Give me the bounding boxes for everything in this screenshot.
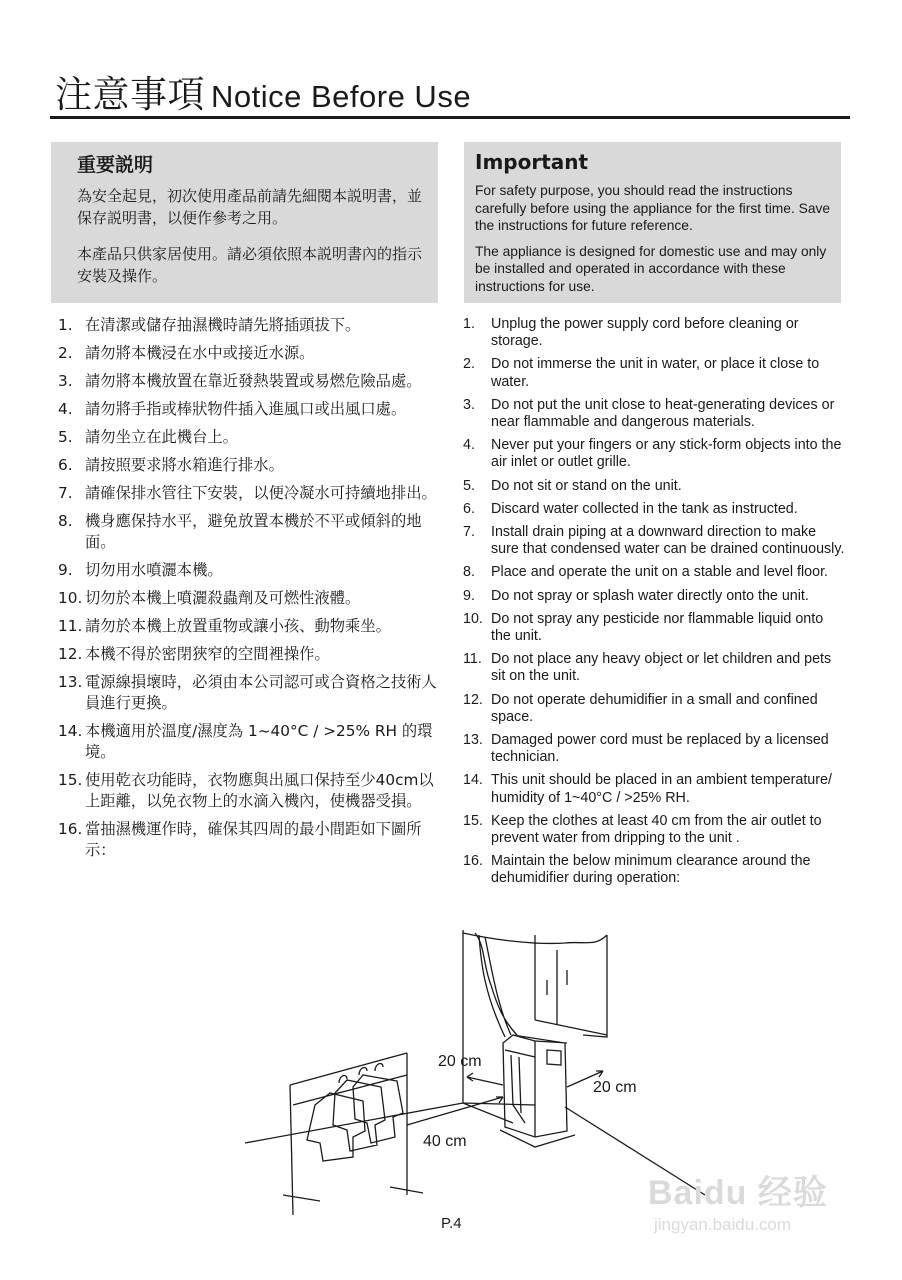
- notice-en-item-text: Do not put the unit close to heat-generating devices or near flammable and dangerous materials.: [491, 396, 835, 431]
- notice-zh-item-text: 機身應保持水平，避免放置本機於不平或傾斜的地面。: [85, 512, 422, 551]
- notice-en-item: [463, 732, 845, 766]
- notice-en-item-text: Do not spray any pesticide nor flammable liquid onto the unit.: [491, 610, 824, 645]
- important-para2-zh: 本產品只供家居使用。請必須依照本説明書內的指示安裝及操作。: [77, 245, 423, 285]
- notice-zh-item: [58, 588, 438, 609]
- notice-zh-item-text: 請勿坐立在此機台上。: [85, 428, 238, 446]
- notice-en-item-number: 10.: [463, 610, 483, 627]
- notice-en-item-text: Discard water collected in the tank as instructed.: [491, 500, 798, 517]
- notice-en-item-text: Do not sit or stand on the unit.: [491, 477, 682, 494]
- clearance-label-front: 40 cm: [423, 1133, 467, 1150]
- notice-zh-item-number: 8.: [58, 512, 73, 530]
- notice-zh-item-text: 請按照要求將水箱進行排水。: [85, 456, 284, 474]
- notice-en-item-number: 5.: [463, 477, 475, 494]
- important-heading-en: Important: [475, 150, 589, 174]
- notice-en-item-text: Keep the clothes at least 40 cm from the air outlet to prevent water from dripping to the unit .: [491, 812, 822, 847]
- notice-zh-item: [58, 315, 438, 336]
- notice-en-item: [463, 611, 845, 645]
- notice-en-item-text: Place and operate the unit on a stable and level floor.: [491, 564, 829, 581]
- notice-en-item-text: Do not operate dehumidifier in a small and confined space.: [491, 691, 818, 725]
- notice-en-item: [463, 853, 845, 887]
- notice-zh-item-number: 14.: [58, 722, 83, 740]
- notice-en-item-text: Do not spray or splash water directly onto the unit.: [491, 587, 809, 604]
- hanger-icon: [339, 1064, 383, 1083]
- clearance-label-right: 20 cm: [593, 1079, 637, 1096]
- notice-zh-item-number: 7.: [58, 484, 73, 502]
- important-para1-en: For safety purpose, you should read the instructions carefully before using the appliance for the first time. Save the instructions for future reference.: [475, 183, 831, 233]
- notice-zh-item-number: 13.: [58, 673, 83, 691]
- notice-en-item: [463, 772, 845, 806]
- window-frame: [535, 935, 607, 1035]
- notice-zh-item-number: 12.: [58, 645, 83, 663]
- notice-zh-item: [58, 616, 438, 637]
- notice-zh-item-number: 15.: [58, 771, 83, 789]
- notice-zh-item: [58, 371, 438, 392]
- notice-zh-item: [58, 770, 438, 812]
- notice-en-item-number: 2.: [463, 356, 475, 373]
- notice-zh-item: [58, 343, 438, 364]
- notice-en-item-number: 4.: [463, 437, 475, 454]
- important-heading-zh: 重要説明: [77, 154, 154, 176]
- notice-en-item-number: 7.: [463, 524, 475, 541]
- notice-zh-item-text: 本機不得於密閉狹窄的空間裡操作。: [85, 645, 330, 663]
- notice-en-item-text: Damaged power cord must be replaced by a licensed technician.: [491, 732, 829, 766]
- notice-zh-item: [58, 455, 438, 476]
- notice-zh-item-text: 在清潔或儲存抽濕機時請先將插頭拔下。: [85, 316, 361, 334]
- notice-en-item-text: Do not place any heavy object or let children and pets sit on the unit.: [491, 651, 832, 685]
- baidu-watermark: [640, 1135, 845, 1245]
- notice-zh-item-text: 請勿將手指或棒狀物件插入進風口或出風口處。: [85, 400, 407, 418]
- notice-zh-item: [58, 819, 438, 861]
- notice-en-item-text: Maintain the below minimum clearance around the dehumidifier during operation:: [491, 853, 811, 887]
- notice-en-item: [463, 564, 845, 581]
- notice-en-item-text: Do not immerse the unit in water, or place it close to water.: [491, 356, 820, 390]
- notice-en-item-number: 13.: [463, 732, 483, 749]
- notice-en-item: [463, 397, 845, 431]
- notice-en-item: [463, 651, 845, 685]
- arrow-left: [467, 1073, 503, 1085]
- notice-zh-item-number: 10.: [58, 589, 83, 607]
- notice-list-zh: [58, 315, 438, 868]
- notice-zh-item: [58, 483, 438, 504]
- notice-en-item-text: Unplug the power supply cord before cleaning or storage.: [491, 316, 799, 350]
- notice-zh-item-number: 4.: [58, 400, 73, 418]
- notice-en-item-text: This unit should be placed in an ambient temperature/ humidity of 1~40°C / >25% RH.: [491, 772, 832, 806]
- notice-zh-item: [58, 644, 438, 665]
- notice-en-item-number: 3.: [463, 396, 475, 413]
- notice-en-item-number: 1.: [463, 316, 475, 332]
- important-para1-zh: 為安全起見，初次使用產品前請先細閱本説明書，並保存説明書，以便作參考之用。: [77, 187, 423, 227]
- notice-zh-item-text: 請確保排水管往下安裝，以便冷凝水可持續地排出。: [85, 484, 437, 502]
- notice-en-item-number: 8.: [463, 564, 475, 581]
- notice-zh-item-text: 請勿將本機浸在水中或接近水源。: [85, 344, 315, 362]
- notice-en-item: [463, 437, 845, 471]
- notice-zh-item-text: 本機適用於溫度/濕度為 1~40°C / >25% RH 的環境。: [85, 722, 433, 761]
- notice-zh-item: [58, 672, 438, 714]
- notice-en-item-number: 11.: [463, 651, 482, 668]
- notice-en-item: [463, 524, 845, 558]
- clearance-diagram: [235, 925, 710, 1215]
- notice-zh-item-number: 9.: [58, 561, 73, 579]
- notice-zh-item: [58, 399, 438, 420]
- watermark-url: jingyan.baidu.com: [654, 1215, 792, 1234]
- notice-zh-item: [58, 427, 438, 448]
- important-box-zh: [51, 142, 438, 303]
- notice-en-item-number: 6.: [463, 500, 475, 517]
- notice-en-item-text: Never put your fingers or any stick-form objects into the air inlet or outlet grille.: [491, 437, 842, 471]
- notice-zh-item-number: 5.: [58, 428, 73, 446]
- notice-zh-item-text: 請勿將本機放置在靠近發熱裝置或易燃危險品處。: [85, 372, 422, 390]
- notice-en-item-number: 15.: [463, 812, 483, 829]
- notice-en-item: [463, 692, 845, 726]
- page-title-en: Notice Before Use: [211, 79, 472, 114]
- notice-en-item-text: Install drain piping at a downward direction to make sure that condensed water can be drained continuously.: [491, 524, 845, 558]
- watermark-brand: Baidu 经验: [648, 1174, 828, 1212]
- notice-zh-item-text: 切勿於本機上噴灑殺蟲劑及可燃性液體。: [85, 589, 361, 607]
- notice-zh-item-number: 1.: [58, 316, 73, 334]
- notice-en-item-number: 9.: [463, 587, 475, 604]
- notice-zh-item-number: 3.: [58, 372, 73, 390]
- dehumidifier-icon: [500, 1035, 575, 1147]
- notice-zh-item-text: 使用乾衣功能時，衣物應與出風口保持至少40cm以上距離，以免衣物上的水滴入機內，使機器受損。: [85, 771, 434, 810]
- page-number: P.4: [441, 1215, 462, 1232]
- notice-en-item-number: 14.: [463, 772, 483, 789]
- notice-list-en: [463, 316, 845, 894]
- notice-zh-item-number: 2.: [58, 344, 73, 362]
- shirts-icon: [307, 1075, 403, 1161]
- notice-en-item: [463, 356, 845, 390]
- notice-zh-item-number: 11.: [58, 617, 83, 635]
- notice-en-item-number: 12.: [463, 691, 483, 708]
- notice-en-item: [463, 813, 845, 847]
- page-title: [55, 64, 471, 118]
- notice-zh-item-text: 切勿用水噴灑本機。: [85, 561, 223, 579]
- notice-en-item: [463, 588, 845, 605]
- notice-en-item: [463, 501, 845, 518]
- clearance-label-left: 20 cm: [438, 1053, 482, 1070]
- notice-zh-item-text: 請勿於本機上放置重物或讓小孩、動物乘坐。: [85, 617, 391, 635]
- notice-en-item: [463, 478, 845, 495]
- notice-zh-item: [58, 560, 438, 581]
- notice-zh-item-text: 電源線損壞時，必須由本公司認可或合資格之技術人員進行更換。: [85, 673, 437, 712]
- notice-zh-item-text: 當抽濕機運作時，確保其四周的最小間距如下圖所示：: [85, 820, 422, 859]
- clothes-rack-icon: [283, 1053, 423, 1215]
- notice-en-item: [463, 316, 845, 350]
- title-rule: [50, 116, 850, 119]
- notice-zh-item-number: 16.: [58, 820, 83, 838]
- page-title-zh: 注意事項: [55, 73, 205, 116]
- important-para2-en: The appliance is designed for domestic use and may only be installed and operated in accordance with these instructions for use.: [475, 243, 827, 294]
- notice-zh-item-number: 6.: [58, 456, 73, 474]
- important-box-en: [464, 142, 841, 303]
- notice-zh-item: [58, 721, 438, 763]
- notice-en-item-number: 16.: [463, 853, 483, 870]
- notice-zh-item: [58, 511, 438, 553]
